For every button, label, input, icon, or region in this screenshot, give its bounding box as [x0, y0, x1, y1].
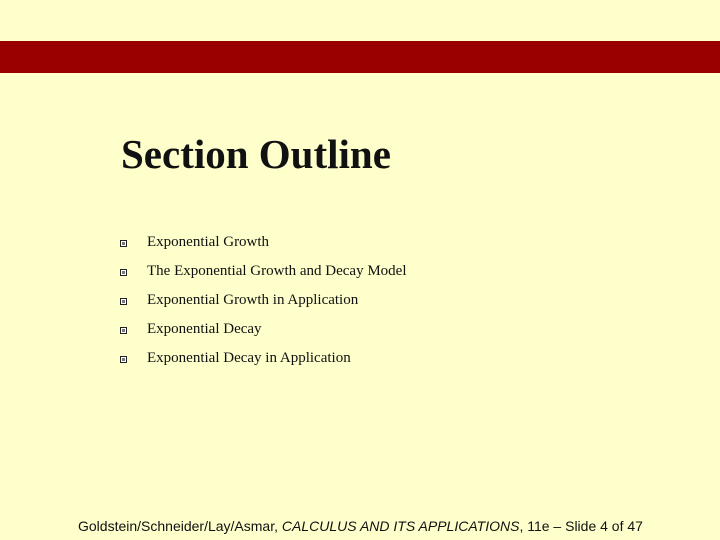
- list-item-text: Exponential Growth in Application: [147, 292, 359, 308]
- footer-authors: Goldstein/Schneider/Lay/Asmar,: [78, 518, 282, 534]
- square-bullet-icon: [120, 269, 127, 276]
- header-bar: [0, 41, 720, 73]
- list-item-text: Exponential Decay in Application: [147, 350, 351, 366]
- footer-book-title: CALCULUS AND ITS APPLICATIONS: [281, 518, 520, 534]
- square-bullet-icon: [120, 240, 127, 247]
- list-item-text: Exponential Growth: [147, 234, 270, 250]
- slide-footer: [78, 517, 643, 535]
- square-bullet-icon: [120, 298, 127, 305]
- square-bullet-icon: [120, 356, 127, 363]
- square-bullet-icon: [120, 327, 127, 334]
- footer-slide-number: , 11e – Slide 4 of 47: [519, 518, 643, 534]
- list-item-text: Exponential Decay: [147, 321, 262, 337]
- slide-title: Section Outline: [121, 131, 391, 177]
- list-item-text: The Exponential Growth and Decay Model: [147, 263, 407, 279]
